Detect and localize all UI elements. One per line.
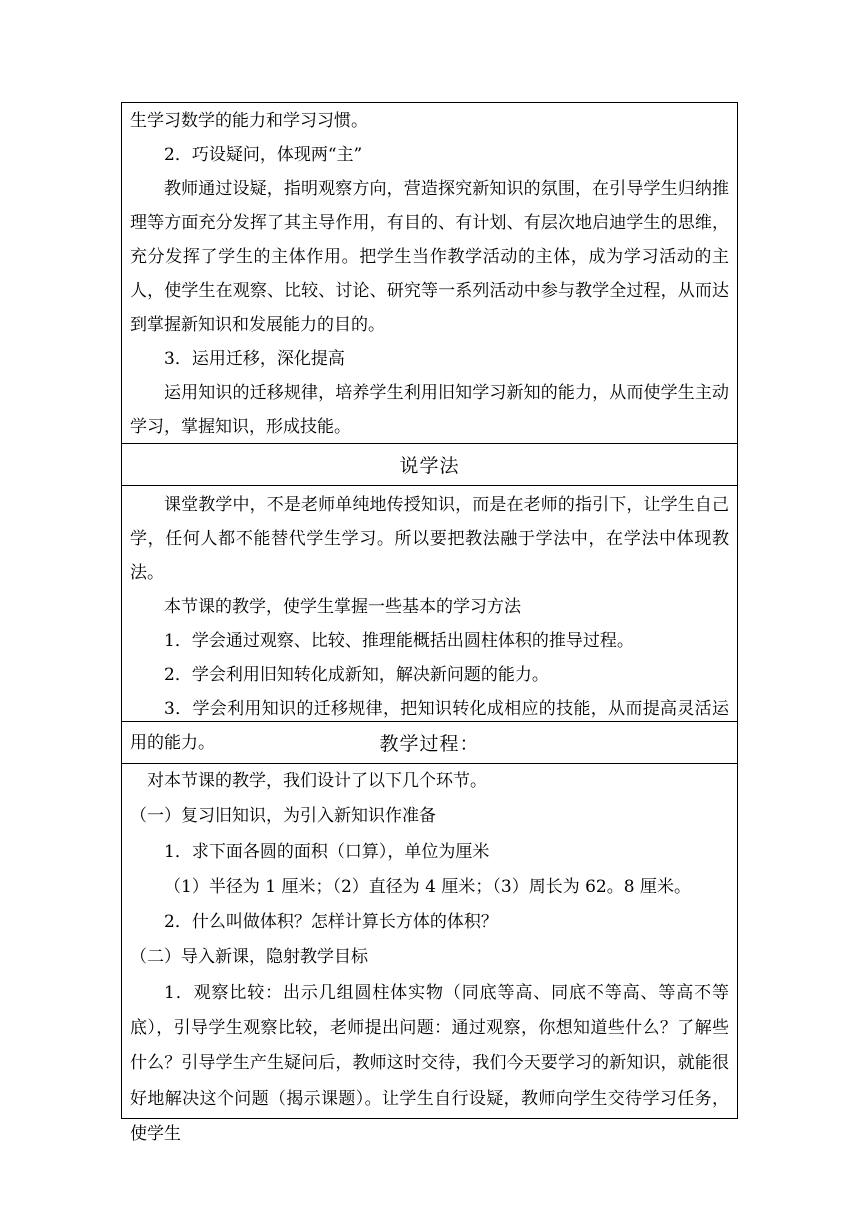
paragraph: 教师通过设疑，指明观察方向，营造探究新知识的氛围，在引导学生归纳推理等方面充分发挥了其主导作用，有目的、有计划、有层次地启迪学生的思维，充分发挥了学生的主体作用。把学生当作教学活动的主体，成为学习活动的主人，使学生在观察、比较、讨论、研究等一系列活动中参与教学全过程，从而达到掌握新知识和发展能力的目的。 [130, 179, 729, 335]
section-title: 教学过程： [379, 733, 480, 755]
paragraph: 2．学会利用旧知转化成新知，解决新问题的能力。 [164, 665, 549, 685]
content-cell-teaching-process [122, 763, 737, 1144]
paragraph: 1．学会通过观察、比较、推理能概括出圆柱体积的推导过程。 [164, 631, 634, 651]
paragraph: （一）复习旧知识，为引入新知识作准备 [130, 806, 436, 827]
paragraph: 1．观察比较：出示几组圆柱体实物（同底等高、同底不等高、等高不等底），引导学生观察比较，老师提出问题：通过观察，你想知道些什么？了解些什么？引导学生产生疑问后，教师这时交待，我们今天要学习的新知识，就能很好地解决这个问题（揭示课题）。让学生自行设疑，教师向学生交待学习任务，使学生 [130, 982, 729, 1144]
paragraph: 课堂教学中，不是老师单纯地传授知识，而是在老师的指引下，让学生自己学，任何人都不能替代学生学习。所以要把教法融于学法中，在学法中体现教法。 [130, 495, 729, 583]
content-cell-teaching-methods [122, 103, 737, 443]
paragraph: 生学习数学的能力和学习习惯。 [130, 111, 368, 131]
paragraph: 对本节课的教学，我们设计了以下几个环节。 [147, 771, 487, 791]
paragraph: （二）导入新课，隐射教学目标 [130, 947, 368, 968]
section-header-learning-methods [122, 443, 737, 485]
paragraph: 1．求下面各圆的面积（口算），单位为厘米 [164, 841, 490, 862]
paragraph: 3．运用迁移，深化提高 [164, 349, 345, 369]
paragraph: 2．什么叫做体积？怎样计算长方体的体积？ [164, 912, 498, 933]
paragraph: 本节课的教学，使学生掌握一些基本的学习方法 [164, 597, 521, 617]
paragraph: （1）半径为 1 厘米；（2）直径为 4 厘米；（3）周长为 62。8 厘米。 [164, 876, 691, 897]
section-title: 说学法 [399, 455, 460, 477]
paragraph: 2．巧设疑问，体现两“主” [164, 145, 363, 165]
paragraph: 运用知识的迁移规律，培养学生利用旧知学习新知的能力，从而使学生主动学习，掌握知识，形成技能。 [130, 383, 729, 437]
document-table [121, 102, 738, 1144]
paragraph: 3．学会利用知识的迁移规律，把知识转化成相应的技能，从而提高灵活运用的能力。 [130, 699, 729, 753]
